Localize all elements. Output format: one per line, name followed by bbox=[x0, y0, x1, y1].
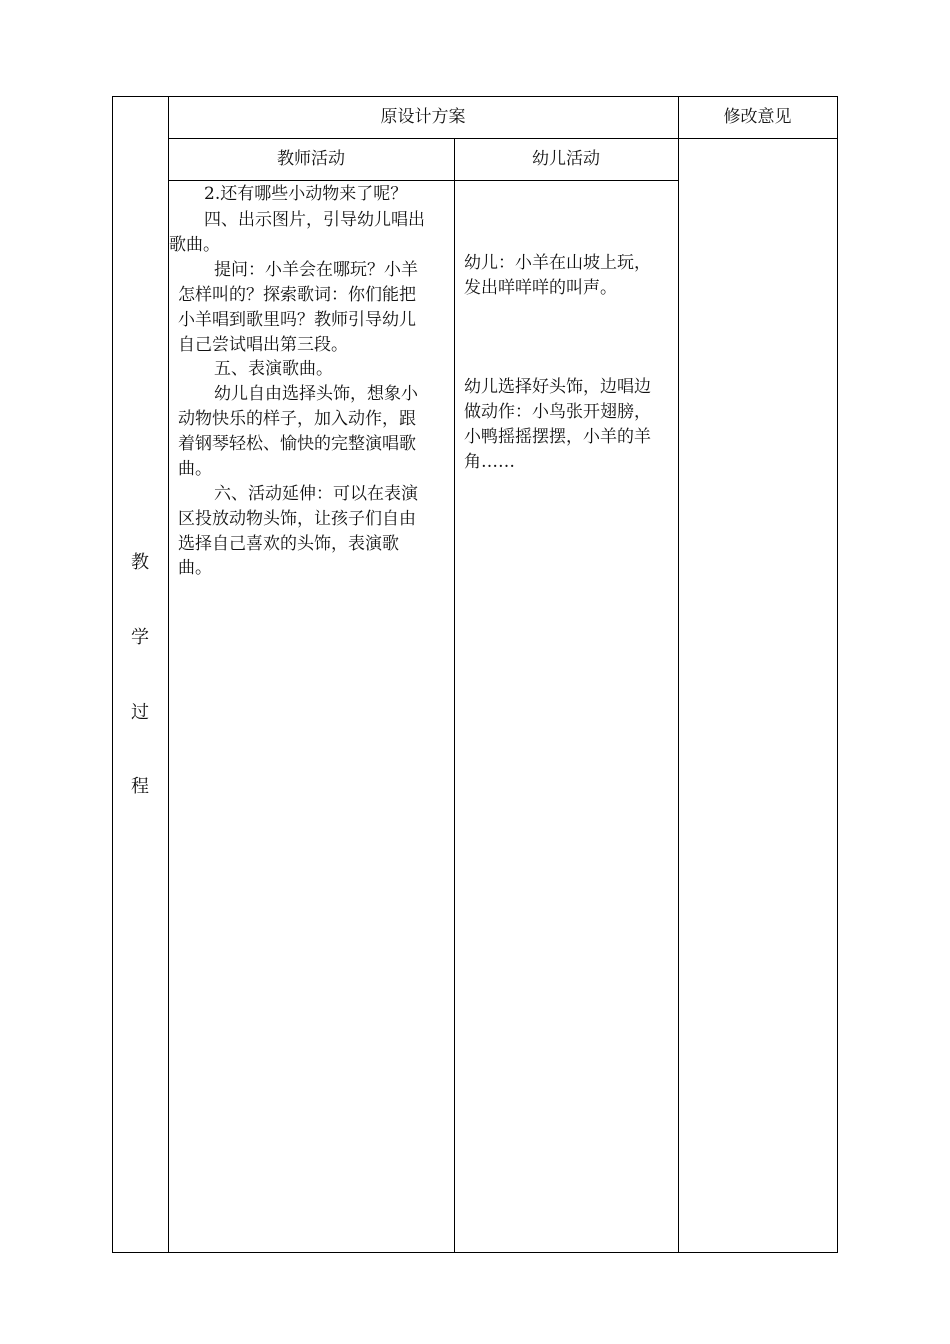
revision-column-divider bbox=[678, 96, 679, 1253]
teacher-line: 幼儿自由选择头饰，想象小 bbox=[214, 384, 418, 404]
teacher-child-divider bbox=[454, 138, 455, 1253]
table-right-border bbox=[837, 96, 838, 1253]
table-left-border bbox=[112, 96, 113, 1253]
column-child-activity: 幼儿活动 bbox=[532, 149, 600, 169]
side-label-char: 过 bbox=[131, 702, 149, 723]
teacher-line: 2.还有哪些小动物来了呢？ bbox=[204, 184, 408, 204]
teacher-line: 四、出示图片，引导幼儿唱出 bbox=[204, 210, 425, 230]
column-teacher-activity: 教师活动 bbox=[277, 149, 345, 169]
side-label-char: 学 bbox=[131, 627, 149, 648]
teacher-line: 怎样叫的？探索歌词：你们能把 bbox=[178, 285, 416, 305]
teacher-line: 五、表演歌曲。 bbox=[214, 359, 333, 379]
subheader-divider bbox=[168, 180, 678, 181]
child-line: 幼儿选择好头饰，边唱边 bbox=[464, 377, 651, 397]
child-line: 幼儿：小羊在山坡上玩， bbox=[464, 253, 651, 273]
teacher-line: 提问：小羊会在哪玩？小羊 bbox=[214, 260, 418, 280]
header-revision-opinion: 修改意见 bbox=[723, 107, 792, 127]
side-label-char: 程 bbox=[131, 776, 149, 797]
table-bottom-border bbox=[112, 1252, 838, 1253]
teacher-line: 歌曲。 bbox=[169, 235, 220, 255]
child-line: 小鸭摇摇摆摆，小羊的羊 bbox=[464, 427, 651, 447]
child-line: 角…… bbox=[464, 452, 515, 472]
child-line: 做动作：小鸟张开翅膀， bbox=[464, 402, 651, 422]
teacher-line: 区投放动物头饰，让孩子们自由 bbox=[178, 509, 416, 529]
teacher-line: 小羊唱到歌里吗？教师引导幼儿 bbox=[178, 310, 416, 330]
side-label-char: 教 bbox=[131, 552, 149, 573]
teacher-line: 曲。 bbox=[178, 558, 212, 578]
teacher-line: 六、活动延伸：可以在表演 bbox=[214, 484, 418, 504]
teacher-line: 选择自己喜欢的头饰，表演歌 bbox=[178, 534, 399, 554]
table-top-border bbox=[112, 96, 838, 97]
child-line: 发出咩咩咩的叫声。 bbox=[464, 278, 617, 298]
teacher-line: 着钢琴轻松、愉快的完整演唱歌 bbox=[178, 434, 416, 454]
teacher-line: 曲。 bbox=[178, 459, 212, 479]
header-divider bbox=[168, 138, 838, 139]
teacher-line: 动物快乐的样子，加入动作，跟 bbox=[178, 409, 416, 429]
header-original-design: 原设计方案 bbox=[380, 107, 466, 127]
side-column-divider bbox=[168, 96, 169, 1253]
teacher-line: 自己尝试唱出第三段。 bbox=[178, 335, 348, 355]
